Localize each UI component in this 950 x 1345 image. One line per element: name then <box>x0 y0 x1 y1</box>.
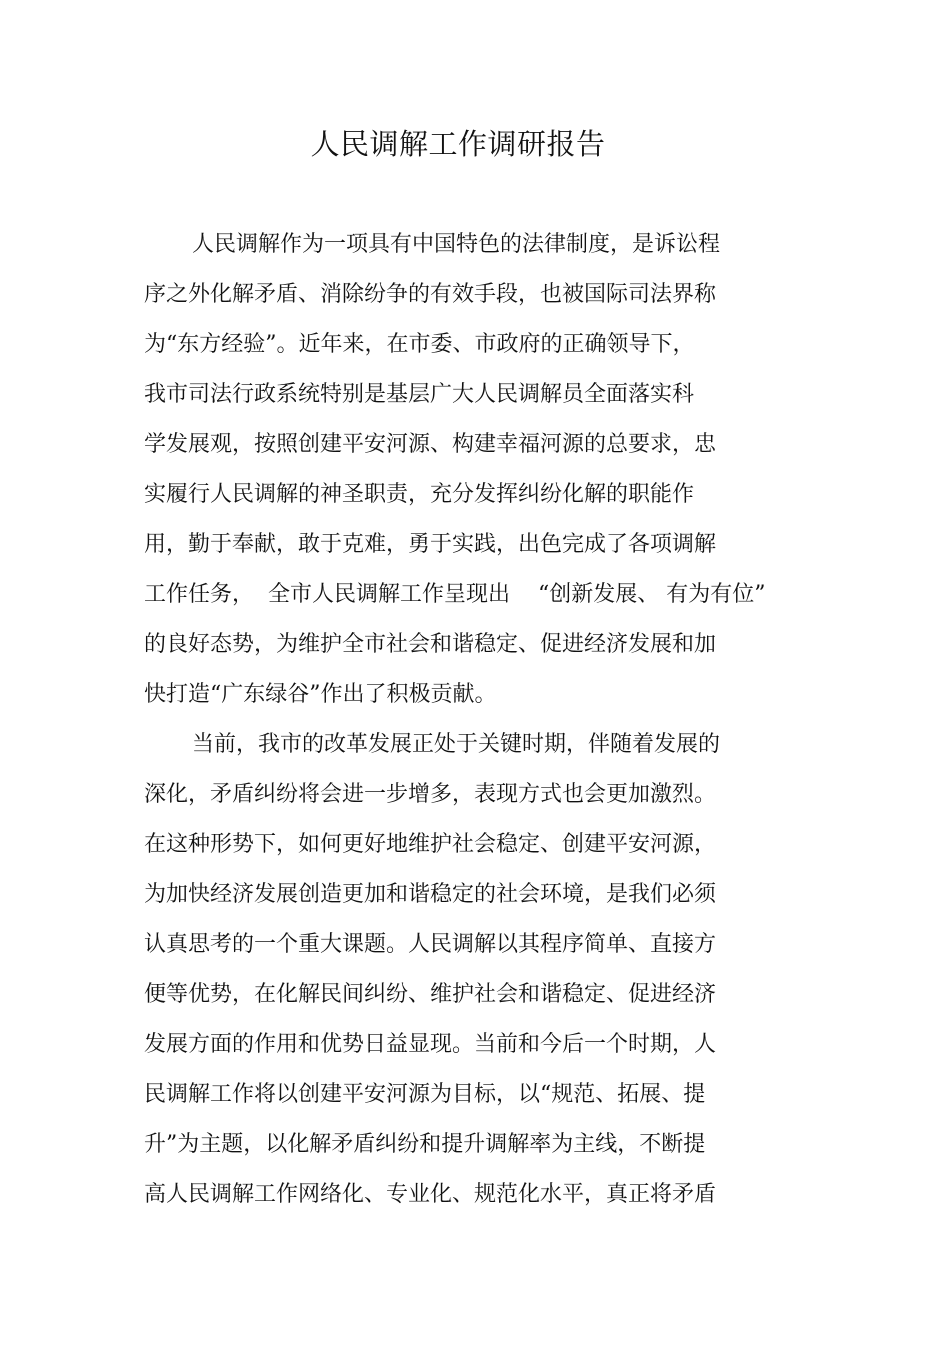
paragraph-2-line-3: 在这种形势下，如何更好地维护社会稳定、创建平安河源， <box>144 832 717 857</box>
paragraph-1-line-10: 快打造“广东绿谷”作出了积极贡献。 <box>144 682 497 707</box>
paragraph-2-line-8: 民调解工作将以创建平安河源为目标，以“规范、拓展、提 <box>144 1082 706 1107</box>
paragraph-1-line-1: 人民调解作为一项具有中国特色的法律制度，是诉讼程 <box>192 232 721 257</box>
paragraph-1-line-2: 序之外化解矛盾、消除纷争的有效手段，也被国际司法界称 <box>144 282 717 307</box>
paragraph-2-line-2: 深化，矛盾纠纷将会进一步增多，表现方式也会更加激烈。 <box>144 782 717 807</box>
paragraph-1-line-9: 的良好态势，为维护全市社会和谐稳定、促进经济发展和加 <box>144 632 717 657</box>
paragraph-1-line-4: 我市司法行政系统特别是基层广大人民调解员全面落实科 <box>144 382 695 407</box>
paragraph-2-line-7: 发展方面的作用和优势日益显现。当前和今后一个时期，人 <box>144 1032 717 1057</box>
paragraph-1-line-5: 学发展观，按照创建平安河源、构建幸福河源的总要求，忠 <box>144 432 717 457</box>
paragraph-1-line-3: 为“东方经验”。近年来，在市委、市政府的正确领导下， <box>144 332 695 357</box>
document-body <box>144 220 844 1220</box>
paragraph-1-line-7: 用，勤于奉献，敢于克难，勇于实践，出色完成了各项调解 <box>144 532 717 557</box>
paragraph-2-line-5: 认真思考的一个重大课题。人民调解以其程序简单、直接方 <box>144 932 717 957</box>
paragraph-2-line-10: 高人民调解工作网络化、专业化、规范化水平，真正将矛盾 <box>144 1182 717 1207</box>
paragraph-2-line-9: 升”为主题，以化解矛盾纠纷和提升调解率为主线，不断提 <box>144 1132 706 1157</box>
paragraph-1-line-6: 实履行人民调解的神圣职责，充分发挥纠纷化解的职能作 <box>144 482 695 507</box>
document-title: 人民调解工作调研报告 <box>310 127 606 161</box>
paragraph-2-line-4: 为加快经济发展创造更加和谐稳定的社会环境，是我们必须 <box>144 882 717 907</box>
paragraph-2-line-1: 当前，我市的改革发展正处于关键时期，伴随着发展的 <box>192 732 721 757</box>
paragraph-2-line-6: 便等优势，在化解民间纠纷、维护社会和谐稳定、促进经济 <box>144 982 717 1007</box>
paragraph-1-line-8: 工作任务， 全市人民调解工作呈现出 “创新发展、 有为有位” <box>144 582 766 607</box>
